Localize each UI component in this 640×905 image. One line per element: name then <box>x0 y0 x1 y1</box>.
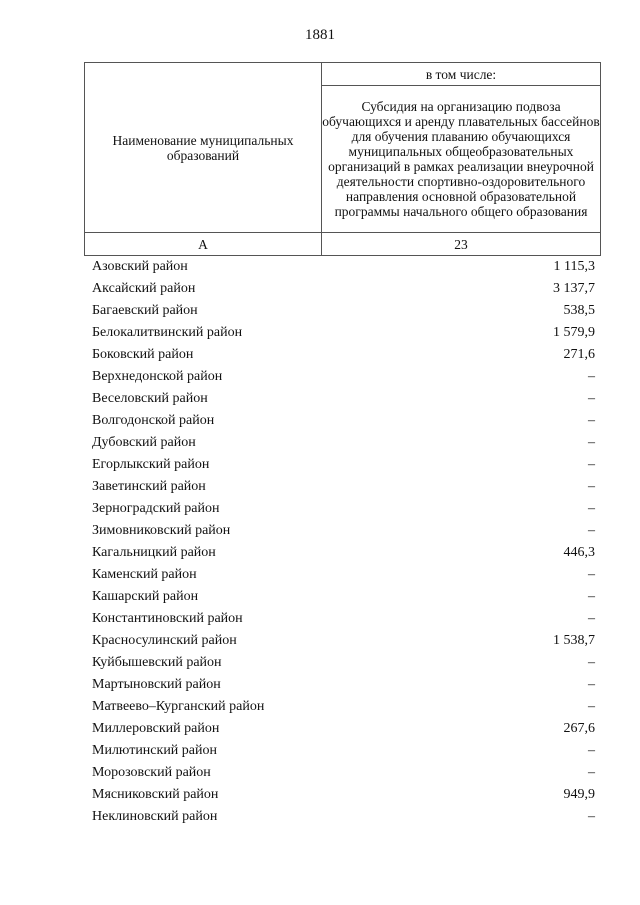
column-header-subsidy: Субсидия на организацию подвоза обучающихся и аренду плавательных бассейнов для обучения плаванию обучающихся муниципальных общеобразовательных организаций в рамках реализации внеурочной деятельности спортивно-оздоровительного направления основной образовательной программы начального общего образования <box>322 86 601 233</box>
subsidy-value: – <box>588 765 595 780</box>
column-header-name: Наименование муниципальных образований <box>85 63 322 233</box>
table-row <box>92 696 595 718</box>
subsidy-value: 1 538,7 <box>553 633 595 648</box>
table-row <box>92 454 595 476</box>
subsidy-value: 3 137,7 <box>553 281 595 296</box>
district-name: Дубовский район <box>92 435 196 450</box>
table-row <box>92 476 595 498</box>
district-name: Каменский район <box>92 567 197 582</box>
subsidy-value: – <box>588 809 595 824</box>
subsidy-value: – <box>588 523 595 538</box>
table-row <box>92 718 595 740</box>
table-row <box>92 366 595 388</box>
subsidy-value: – <box>588 589 595 604</box>
district-name: Неклиновский район <box>92 809 218 824</box>
table-row <box>92 740 595 762</box>
district-name: Константиновский район <box>92 611 243 626</box>
table-row <box>92 432 595 454</box>
subsidy-value: 271,6 <box>563 347 595 362</box>
subsidy-value: – <box>588 655 595 670</box>
district-name: Кашарский район <box>92 589 199 604</box>
table-row <box>92 608 595 630</box>
subsidy-value: – <box>588 611 595 626</box>
district-name: Егорлыкский район <box>92 457 210 472</box>
district-name: Верхнедонской район <box>92 369 223 384</box>
page-number: 1881 <box>305 27 335 43</box>
district-name: Белокалитвинский район <box>92 325 243 340</box>
subsidy-value: – <box>588 413 595 428</box>
subsidy-value: – <box>588 743 595 758</box>
district-name: Куйбышевский район <box>92 655 222 670</box>
table-row <box>92 586 595 608</box>
table-row <box>92 784 595 806</box>
table-row <box>92 278 595 300</box>
column-code-23: 23 <box>322 233 601 256</box>
district-name: Милютинский район <box>92 743 218 758</box>
table-row <box>92 256 595 278</box>
district-name: Кагальницкий район <box>92 545 216 560</box>
district-name: Миллеровский район <box>92 721 220 736</box>
subsidy-value: 1 115,3 <box>553 259 595 274</box>
subsidy-value: – <box>588 435 595 450</box>
district-name: Веселовский район <box>92 391 208 406</box>
subsidy-value: – <box>588 501 595 516</box>
subsidy-value: – <box>588 391 595 406</box>
column-code-a: А <box>85 233 322 256</box>
district-name: Волгодонской район <box>92 413 215 428</box>
subsidy-value: – <box>588 699 595 714</box>
table-row <box>92 630 595 652</box>
table-row <box>92 410 595 432</box>
district-name: Красносулинский район <box>92 633 237 648</box>
subsidy-value: – <box>588 567 595 582</box>
subsidy-value: 446,3 <box>563 545 595 560</box>
subsidy-value: – <box>588 369 595 384</box>
district-name: Заветинский район <box>92 479 206 494</box>
subsidy-value: 1 579,9 <box>553 325 595 340</box>
district-name: Зерноградский район <box>92 501 220 516</box>
district-name: Мартыновский район <box>92 677 221 692</box>
subsidy-value: 267,6 <box>563 721 595 736</box>
subsidy-value: – <box>588 479 595 494</box>
subsidy-value: – <box>588 677 595 692</box>
table-row <box>92 762 595 784</box>
table-row <box>92 498 595 520</box>
table-row <box>92 520 595 542</box>
district-name: Мясниковский район <box>92 787 219 802</box>
column-header-in-total: в том числе: <box>322 63 601 86</box>
table-row <box>92 564 595 586</box>
table-row <box>92 300 595 322</box>
table-row <box>92 652 595 674</box>
table-row <box>92 388 595 410</box>
district-name: Аксайский район <box>92 281 196 296</box>
table-row <box>92 674 595 696</box>
district-name: Багаевский район <box>92 303 198 318</box>
district-name: Морозовский район <box>92 765 211 780</box>
district-name: Азовский район <box>92 259 188 274</box>
subsidy-value: – <box>588 457 595 472</box>
table-row <box>92 322 595 344</box>
table-row <box>92 542 595 564</box>
table-body <box>92 256 595 828</box>
district-name: Матвеево–Курганский район <box>92 699 265 714</box>
table-header <box>84 62 601 256</box>
subsidy-value: 538,5 <box>563 303 595 318</box>
district-name: Зимовниковский район <box>92 523 231 538</box>
subsidy-value: 949,9 <box>563 787 595 802</box>
district-name: Боковский район <box>92 347 194 362</box>
table-row <box>92 806 595 828</box>
table-row <box>92 344 595 366</box>
